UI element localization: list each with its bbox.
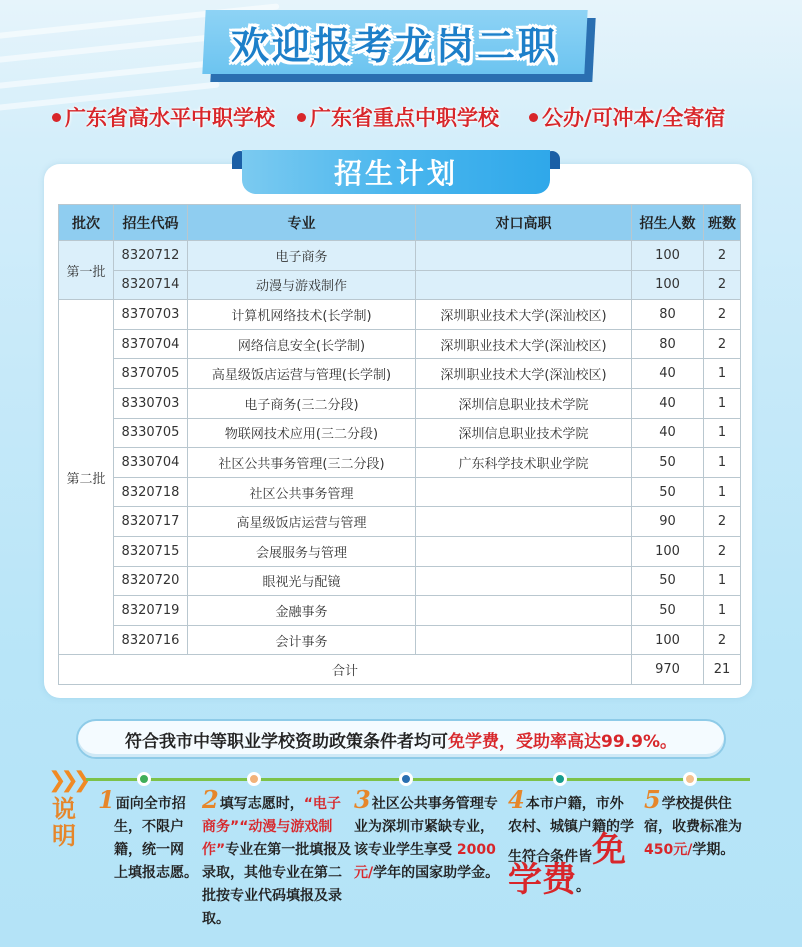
note-number: 5 [644, 785, 661, 814]
code-cell: 8320714 [114, 270, 188, 300]
subsidy-highlight: 免学费，受助率高达99.9%。 [448, 731, 677, 752]
tagline [297, 102, 499, 132]
tagline-text: 广东省高水平中职学校 [65, 106, 275, 130]
enrollment-table [58, 204, 741, 685]
note-2 [202, 785, 352, 931]
note-line: 面向全市招 [115, 796, 186, 812]
table-row [59, 300, 741, 330]
major-cell: 会展服务与管理 [188, 536, 416, 566]
title-banner-face [202, 10, 587, 74]
col-header-classes: 班数 [704, 205, 741, 241]
note-line: 籍，统一网 [114, 842, 184, 858]
note-number: 4 [508, 785, 525, 814]
code-cell: 8320712 [114, 241, 188, 271]
code-cell: 8320715 [114, 536, 188, 566]
batch-cell: 第一批 [59, 241, 114, 300]
col-header-code: 招生代码 [114, 205, 188, 241]
note-line: 上填报志愿。 [114, 865, 198, 881]
classes-cell: 2 [704, 329, 741, 359]
timeline-line [86, 778, 750, 781]
title-banner [204, 10, 594, 78]
code-cell: 8320719 [114, 596, 188, 626]
bullet-icon [297, 113, 306, 122]
major-cell: 金融事务 [188, 596, 416, 626]
major-cell: 会计事务 [188, 625, 416, 655]
table-row [59, 388, 741, 418]
major-cell: 计算机网络技术(长学制) [188, 300, 416, 330]
enrollment-cell: 40 [632, 388, 704, 418]
note-line: 生，不限户 [114, 819, 184, 835]
classes-cell: 1 [704, 418, 741, 448]
code-cell: 8330703 [114, 388, 188, 418]
note-highlight: 免学费 [508, 830, 626, 900]
classes-cell: 1 [704, 596, 741, 626]
enrollment-cell: 100 [632, 625, 704, 655]
tagline-text: 公办/可冲本/全寄宿 [542, 106, 726, 130]
note-number: 3 [354, 785, 371, 814]
enrollment-cell: 80 [632, 300, 704, 330]
note-1 [98, 785, 210, 885]
enrollment-cell: 100 [632, 536, 704, 566]
college-cell: 深圳职业技术大学(深汕校区) [416, 359, 632, 389]
enrollment-cell: 80 [632, 329, 704, 359]
bullet-icon [52, 113, 61, 122]
enrollment-cell: 50 [632, 448, 704, 478]
tagline [529, 102, 725, 132]
section-title: 招生计划 [242, 150, 550, 194]
note-number: 2 [202, 785, 219, 814]
code-cell: 8370705 [114, 359, 188, 389]
total-classes: 21 [704, 655, 741, 685]
enrollment-cell: 50 [632, 477, 704, 507]
major-cell: 动漫与游戏制作 [188, 270, 416, 300]
college-cell [416, 566, 632, 596]
col-header-batch: 批次 [59, 205, 114, 241]
subsidy-banner [76, 719, 726, 759]
table-row [59, 566, 741, 596]
total-label: 合计 [59, 655, 632, 685]
chevrons-icon: ❯❯❯ [48, 768, 86, 793]
note-text: 本市户籍，市外农村、城镇户籍的学生符合条件皆 [508, 796, 634, 865]
table-row [59, 507, 741, 537]
code-cell: 8330705 [114, 418, 188, 448]
notes-title: 说明 [52, 795, 76, 850]
note-4 [508, 785, 634, 900]
major-cell: 高星级饭店运营与管理(长学制) [188, 359, 416, 389]
major-cell: 网络信息安全(长学制) [188, 329, 416, 359]
college-cell: 深圳信息职业技术学院 [416, 388, 632, 418]
college-cell [416, 625, 632, 655]
col-header-enrollment: 招生人数 [632, 205, 704, 241]
classes-cell: 1 [704, 477, 741, 507]
note-text: 填写志愿时， [219, 796, 304, 812]
college-cell [416, 477, 632, 507]
enrollment-cell: 100 [632, 270, 704, 300]
code-cell: 8330704 [114, 448, 188, 478]
note-text: 社区公共事务管理专业为深圳市紧缺专业，该专业学生享受 [354, 796, 498, 858]
timeline-dot [553, 772, 567, 786]
table-row [59, 477, 741, 507]
college-cell: 深圳信息职业技术学院 [416, 418, 632, 448]
batch-cell: 第二批 [59, 300, 114, 655]
note-highlight: “电子商务”“动漫与游戏制作” [202, 796, 341, 858]
classes-cell: 2 [704, 300, 741, 330]
major-cell: 电子商务 [188, 241, 416, 271]
table-header-row [59, 205, 741, 241]
enrollment-cell: 50 [632, 566, 704, 596]
timeline-dot [137, 772, 151, 786]
table-row [59, 536, 741, 566]
classes-cell: 2 [704, 625, 741, 655]
col-header-college: 对口高职 [416, 205, 632, 241]
table-row [59, 241, 741, 271]
classes-cell: 1 [704, 359, 741, 389]
note-text: 。 [576, 879, 590, 895]
note-highlight: 2000元/ [354, 842, 496, 881]
college-cell: 深圳职业技术大学(深汕校区) [416, 300, 632, 330]
major-cell: 物联网技术应用(三二分段) [188, 418, 416, 448]
taglines [52, 102, 772, 132]
note-text: 学期。 [692, 842, 735, 858]
classes-cell: 1 [704, 566, 741, 596]
college-cell: 深圳职业技术大学(深汕校区) [416, 329, 632, 359]
note-5 [644, 785, 744, 862]
table-row [59, 329, 741, 359]
table-row [59, 359, 741, 389]
note-number: 1 [98, 785, 115, 814]
code-cell: 8320716 [114, 625, 188, 655]
classes-cell: 1 [704, 448, 741, 478]
major-cell: 社区公共事务管理 [188, 477, 416, 507]
tagline-text: 广东省重点中职学校 [310, 106, 499, 130]
classes-cell: 1 [704, 388, 741, 418]
section-ribbon [228, 148, 564, 194]
code-cell: 8320718 [114, 477, 188, 507]
note-text: 学校提供住宿，收费标准为 [644, 796, 742, 835]
table-row [59, 418, 741, 448]
classes-cell: 2 [704, 270, 741, 300]
bullet-icon [529, 113, 538, 122]
college-cell [416, 241, 632, 271]
tagline [52, 102, 275, 132]
college-cell [416, 536, 632, 566]
timeline-dot [399, 772, 413, 786]
code-cell: 8370704 [114, 329, 188, 359]
college-cell [416, 596, 632, 626]
college-cell: 广东科学技术职业学院 [416, 448, 632, 478]
code-cell: 8320720 [114, 566, 188, 596]
major-cell: 眼视光与配镜 [188, 566, 416, 596]
note-highlight: 450元/ [644, 842, 693, 858]
major-cell: 社区公共事务管理(三二分段) [188, 448, 416, 478]
classes-cell: 2 [704, 507, 741, 537]
code-cell: 8370703 [114, 300, 188, 330]
timeline-dot [247, 772, 261, 786]
code-cell: 8320717 [114, 507, 188, 537]
enrollment-cell: 40 [632, 359, 704, 389]
col-header-major: 专业 [188, 205, 416, 241]
enrollment-cell: 50 [632, 596, 704, 626]
note-3 [354, 785, 500, 885]
note-text: 专业在第一批填报及录取，其他专业在第二批按专业代码填报及录取。 [202, 842, 352, 927]
table-row [59, 448, 741, 478]
classes-cell: 2 [704, 241, 741, 271]
page-title: 欢迎报考龙岗二职 [230, 23, 559, 68]
major-cell: 电子商务(三二分段) [188, 388, 416, 418]
subsidy-text: 符合我市中等职业学校资助政策条件者均可 [125, 731, 448, 752]
enrollment-cell: 40 [632, 418, 704, 448]
table-row [59, 625, 741, 655]
major-cell: 高星级饭店运营与管理 [188, 507, 416, 537]
table-body [59, 241, 741, 685]
classes-cell: 2 [704, 536, 741, 566]
total-enrollment: 970 [632, 655, 704, 685]
table-row [59, 596, 741, 626]
college-cell [416, 507, 632, 537]
college-cell [416, 270, 632, 300]
enrollment-cell: 100 [632, 241, 704, 271]
table-row [59, 270, 741, 300]
total-row [59, 655, 741, 685]
note-text: 学年的国家助学金。 [373, 865, 500, 881]
enrollment-cell: 90 [632, 507, 704, 537]
timeline-dot [683, 772, 697, 786]
